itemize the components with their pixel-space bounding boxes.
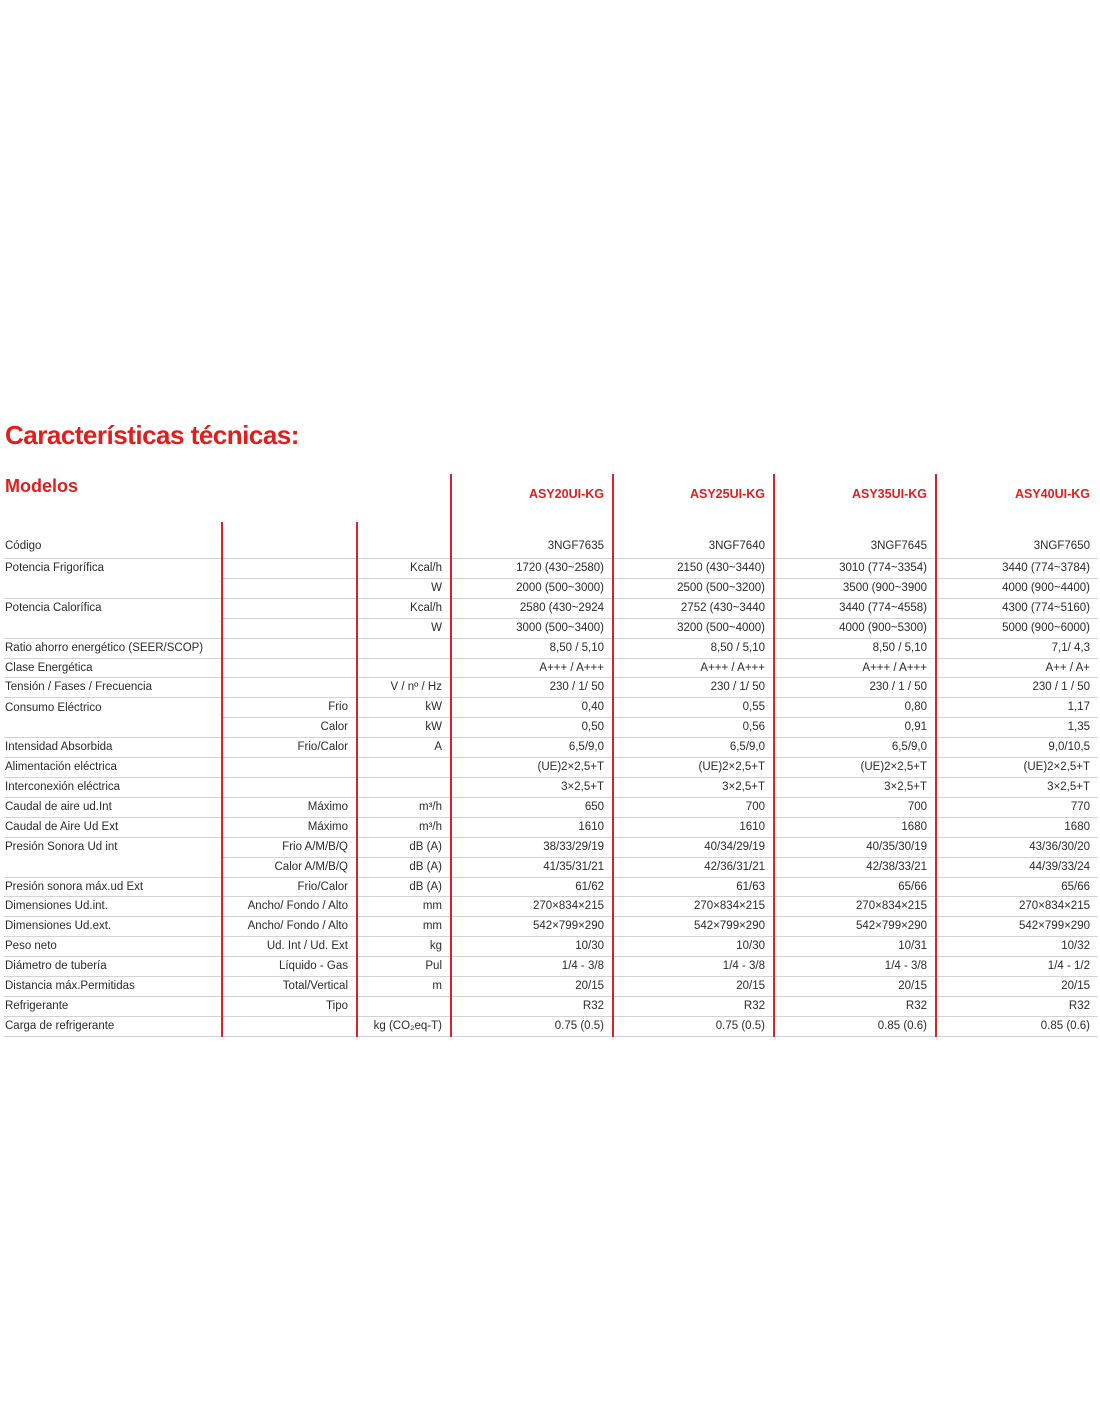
specs-table-body (4, 522, 1098, 1036)
row-label: Alimentación eléctrica (4, 758, 222, 778)
models-header-row (4, 474, 1098, 522)
row-unit: Pul (357, 957, 451, 977)
table-row (4, 917, 1098, 937)
value-cell-model-3: 3440 (774~4558) (774, 598, 936, 618)
row-qualifier: Frio (222, 698, 357, 718)
table-row (4, 738, 1098, 758)
value-cell-model-4: 3×2,5+T (936, 777, 1098, 797)
value-cell-model-1: 0.75 (0.5) (451, 1016, 613, 1036)
row-qualifier: Líquido - Gas (222, 957, 357, 977)
value-cell-model-2: 0,56 (613, 718, 774, 738)
value-cell-model-1: 61/62 (451, 877, 613, 897)
value-cell-model-4: 770 (936, 797, 1098, 817)
row-label: Potencia Calorífica (5, 602, 102, 615)
value-cell-model-1: A+++ / A+++ (451, 658, 613, 678)
table-row (4, 996, 1098, 1016)
value-cell-model-3: 0,91 (774, 718, 936, 738)
header-blank (222, 474, 357, 522)
value-cell-model-1: 1720 (430~2580) (451, 559, 613, 579)
value-cell-model-1: 2580 (430~2924 (451, 598, 613, 618)
row-label (4, 718, 222, 738)
value-cell-model-3: 0.85 (0.6) (774, 1016, 936, 1036)
row-label: Interconexión eléctrica (4, 777, 222, 797)
value-cell-model-1: 1/4 - 3/8 (451, 957, 613, 977)
row-qualifier (222, 658, 357, 678)
value-cell-model-2: A+++ / A+++ (613, 658, 774, 678)
value-cell-model-2: 1610 (613, 817, 774, 837)
value-cell-model-3: 542×799×290 (774, 917, 936, 937)
value-cell-model-3: 3010 (774~3354) (774, 559, 936, 579)
value-cell-model-1: 230 / 1/ 50 (451, 678, 613, 698)
value-cell-model-2: 10/30 (613, 937, 774, 957)
row-qualifier (222, 618, 357, 638)
table-row (4, 857, 1098, 877)
row-unit (357, 522, 451, 559)
row-unit: dB (A) (357, 837, 451, 857)
table-row (4, 897, 1098, 917)
row-label: Dimensiones Ud.ext. (4, 917, 222, 937)
value-cell-model-1: 38/33/29/19 (451, 837, 613, 857)
row-unit: V / nº / Hz (357, 678, 451, 698)
row-label (4, 578, 222, 598)
table-row (4, 977, 1098, 997)
value-cell-model-3: (UE)2×2,5+T (774, 758, 936, 778)
row-qualifier: Tipo (222, 996, 357, 1016)
value-cell-model-1: 20/15 (451, 977, 613, 997)
row-unit: W (357, 618, 451, 638)
row-qualifier: Máximo (222, 817, 357, 837)
value-cell-model-3: 4000 (900~5300) (774, 618, 936, 638)
row-unit: kg (357, 937, 451, 957)
row-label: Intensidad Absorbida (4, 738, 222, 758)
value-cell-model-1: 2000 (500~3000) (451, 578, 613, 598)
value-cell-model-1: 0,50 (451, 718, 613, 738)
row-qualifier (222, 522, 357, 559)
row-label: Presión Sonora Ud int (5, 840, 118, 853)
row-unit: mm (357, 917, 451, 937)
row-label (4, 618, 222, 638)
value-cell-model-3: R32 (774, 996, 936, 1016)
row-unit: m (357, 977, 451, 997)
value-cell-model-4: 1,35 (936, 718, 1098, 738)
value-cell-model-2: 230 / 1/ 50 (613, 678, 774, 698)
table-row (4, 877, 1098, 897)
row-qualifier (222, 758, 357, 778)
value-cell-model-2: 2752 (430~3440 (613, 598, 774, 618)
row-qualifier: Total/Vertical (222, 977, 357, 997)
page-title: Características técnicas: (5, 420, 299, 450)
value-cell-model-2: 8,50 / 5,10 (613, 638, 774, 658)
value-cell-model-2: 6,5/9,0 (613, 738, 774, 758)
value-cell-model-1: R32 (451, 996, 613, 1016)
row-unit (357, 758, 451, 778)
table-row (4, 522, 1098, 559)
value-cell-model-2: (UE)2×2,5+T (613, 758, 774, 778)
row-unit: kW (357, 718, 451, 738)
row-label: Tensión / Fases / Frecuencia (4, 678, 222, 698)
row-unit: kg (CO₂eq-T) (357, 1016, 451, 1036)
row-label: Ratio ahorro energético (SEER/SCOP) (4, 638, 222, 658)
value-cell-model-3: 270×834×215 (774, 897, 936, 917)
row-unit: kW (357, 698, 451, 718)
row-qualifier: Frio/Calor (222, 877, 357, 897)
table-row (4, 559, 1098, 579)
value-cell-model-1: 3NGF7635 (451, 522, 613, 559)
value-cell-model-1: 3000 (500~3400) (451, 618, 613, 638)
row-unit (357, 996, 451, 1016)
value-cell-model-4: (UE)2×2,5+T (936, 758, 1098, 778)
value-cell-model-3: 10/31 (774, 937, 936, 957)
value-cell-model-4: 5000 (900~6000) (936, 618, 1098, 638)
value-cell-model-4: 4300 (774~5160) (936, 598, 1098, 618)
specs-table-container (4, 474, 1098, 1037)
row-unit (357, 638, 451, 658)
table-row (4, 758, 1098, 778)
row-label: Refrigerante (4, 996, 222, 1016)
value-cell-model-2: 3×2,5+T (613, 777, 774, 797)
table-row (4, 578, 1098, 598)
row-unit: A (357, 738, 451, 758)
value-cell-model-1: 270×834×215 (451, 897, 613, 917)
value-cell-model-4: 1/4 - 1/2 (936, 957, 1098, 977)
table-row (4, 678, 1098, 698)
model-name-2: ASY25UI-KG (613, 474, 774, 522)
value-cell-model-2: 40/34/29/19 (613, 837, 774, 857)
row-qualifier (222, 1016, 357, 1036)
value-cell-model-4: 3440 (774~3784) (936, 559, 1098, 579)
value-cell-model-1: 10/30 (451, 937, 613, 957)
value-cell-model-4: A++ / A+ (936, 658, 1098, 678)
header-blank (357, 474, 451, 522)
value-cell-model-4: 0.85 (0.6) (936, 1016, 1098, 1036)
row-qualifier: Frio/Calor (222, 738, 357, 758)
table-row (4, 698, 1098, 718)
value-cell-model-2: R32 (613, 996, 774, 1016)
value-cell-model-2: 2150 (430~3440) (613, 559, 774, 579)
value-cell-model-2: 20/15 (613, 977, 774, 997)
row-unit (357, 658, 451, 678)
table-row (4, 658, 1098, 678)
row-qualifier (222, 578, 357, 598)
row-label: Caudal de Aire Ud Ext (4, 817, 222, 837)
row-qualifier (222, 678, 357, 698)
row-label: Presión sonora máx.ud Ext (4, 877, 222, 897)
table-row (4, 797, 1098, 817)
table-row (4, 598, 1098, 618)
value-cell-model-4: 4000 (900~4400) (936, 578, 1098, 598)
value-cell-model-3: 8,50 / 5,10 (774, 638, 936, 658)
row-unit (357, 777, 451, 797)
row-qualifier (222, 777, 357, 797)
row-label (4, 857, 222, 877)
value-cell-model-2: 0.75 (0.5) (613, 1016, 774, 1036)
value-cell-model-3: 1680 (774, 817, 936, 837)
table-row (4, 957, 1098, 977)
value-cell-model-2: 270×834×215 (613, 897, 774, 917)
model-name-4: ASY40UI-KG (936, 474, 1098, 522)
value-cell-model-4: 10/32 (936, 937, 1098, 957)
row-label: Dimensiones Ud.int. (4, 897, 222, 917)
value-cell-model-4: R32 (936, 996, 1098, 1016)
row-qualifier: Máximo (222, 797, 357, 817)
row-label: Diámetro de tubería (4, 957, 222, 977)
value-cell-model-3: 230 / 1 / 50 (774, 678, 936, 698)
value-cell-model-4: 20/15 (936, 977, 1098, 997)
table-row (4, 618, 1098, 638)
row-label: Código (4, 522, 222, 559)
value-cell-model-1: 1610 (451, 817, 613, 837)
row-label: Clase Energética (4, 658, 222, 678)
value-cell-model-3: 3NGF7645 (774, 522, 936, 559)
value-cell-model-2: 1/4 - 3/8 (613, 957, 774, 977)
value-cell-model-2: 2500 (500~3200) (613, 578, 774, 598)
table-row (4, 1016, 1098, 1036)
value-cell-model-1: 650 (451, 797, 613, 817)
value-cell-model-3: 42/38/33/21 (774, 857, 936, 877)
table-row (4, 777, 1098, 797)
value-cell-model-4: 65/66 (936, 877, 1098, 897)
row-qualifier (222, 598, 357, 618)
value-cell-model-2: 700 (613, 797, 774, 817)
value-cell-model-3: 3×2,5+T (774, 777, 936, 797)
value-cell-model-3: 0,80 (774, 698, 936, 718)
model-name-3: ASY35UI-KG (774, 474, 936, 522)
row-label: Carga de refrigerante (4, 1016, 222, 1036)
value-cell-model-3: A+++ / A+++ (774, 658, 936, 678)
value-cell-model-3: 20/15 (774, 977, 936, 997)
table-row (4, 837, 1098, 857)
row-qualifier: Calor (222, 718, 357, 738)
value-cell-model-4: 9,0/10,5 (936, 738, 1098, 758)
value-cell-model-2: 42/36/31/21 (613, 857, 774, 877)
value-cell-model-2: 61/63 (613, 877, 774, 897)
row-unit: mm (357, 897, 451, 917)
table-row (4, 937, 1098, 957)
table-row (4, 718, 1098, 738)
value-cell-model-4: 1680 (936, 817, 1098, 837)
model-name-1: ASY20UI-KG (451, 474, 613, 522)
row-label: Consumo Eléctrico (5, 701, 102, 714)
value-cell-model-4: 44/39/33/24 (936, 857, 1098, 877)
value-cell-model-2: 0,55 (613, 698, 774, 718)
row-unit: Kcal/h (357, 598, 451, 618)
value-cell-model-4: 3NGF7650 (936, 522, 1098, 559)
value-cell-model-4: 43/36/30/20 (936, 837, 1098, 857)
row-qualifier: Frio A/M/B/Q (222, 837, 357, 857)
value-cell-model-4: 230 / 1 / 50 (936, 678, 1098, 698)
row-qualifier (222, 638, 357, 658)
value-cell-model-2: 3200 (500~4000) (613, 618, 774, 638)
value-cell-model-1: (UE)2×2,5+T (451, 758, 613, 778)
value-cell-model-3: 6,5/9,0 (774, 738, 936, 758)
value-cell-model-4: 7,1/ 4,3 (936, 638, 1098, 658)
value-cell-model-3: 3500 (900~3900 (774, 578, 936, 598)
row-qualifier: Ancho/ Fondo / Alto (222, 917, 357, 937)
row-unit: m³/h (357, 797, 451, 817)
value-cell-model-3: 40/35/30/19 (774, 837, 936, 857)
value-cell-model-4: 270×834×215 (936, 897, 1098, 917)
row-label: Caudal de aire ud.Int (4, 797, 222, 817)
value-cell-model-3: 1/4 - 3/8 (774, 957, 936, 977)
value-cell-model-2: 542×799×290 (613, 917, 774, 937)
models-heading: Modelos (5, 476, 79, 496)
row-label: Distancia máx.Permitidas (4, 977, 222, 997)
value-cell-model-1: 542×799×290 (451, 917, 613, 937)
row-label: Peso neto (4, 937, 222, 957)
value-cell-model-1: 41/35/31/21 (451, 857, 613, 877)
table-row (4, 817, 1098, 837)
specs-table (4, 474, 1098, 1037)
row-unit: dB (A) (357, 857, 451, 877)
value-cell-model-4: 1,17 (936, 698, 1098, 718)
row-unit: Kcal/h (357, 559, 451, 579)
value-cell-model-3: 65/66 (774, 877, 936, 897)
row-qualifier: Ancho/ Fondo / Alto (222, 897, 357, 917)
value-cell-model-3: 700 (774, 797, 936, 817)
row-unit: dB (A) (357, 877, 451, 897)
value-cell-model-1: 0,40 (451, 698, 613, 718)
value-cell-model-1: 6,5/9,0 (451, 738, 613, 758)
row-unit: W (357, 578, 451, 598)
row-label: Potencia Frigorífica (5, 562, 105, 575)
row-qualifier (222, 559, 357, 579)
table-row (4, 638, 1098, 658)
value-cell-model-4: 542×799×290 (936, 917, 1098, 937)
value-cell-model-2: 3NGF7640 (613, 522, 774, 559)
value-cell-model-1: 3×2,5+T (451, 777, 613, 797)
row-unit: m³/h (357, 817, 451, 837)
value-cell-model-1: 8,50 / 5,10 (451, 638, 613, 658)
row-qualifier: Calor A/M/B/Q (222, 857, 357, 877)
row-qualifier: Ud. Int / Ud. Ext (222, 937, 357, 957)
